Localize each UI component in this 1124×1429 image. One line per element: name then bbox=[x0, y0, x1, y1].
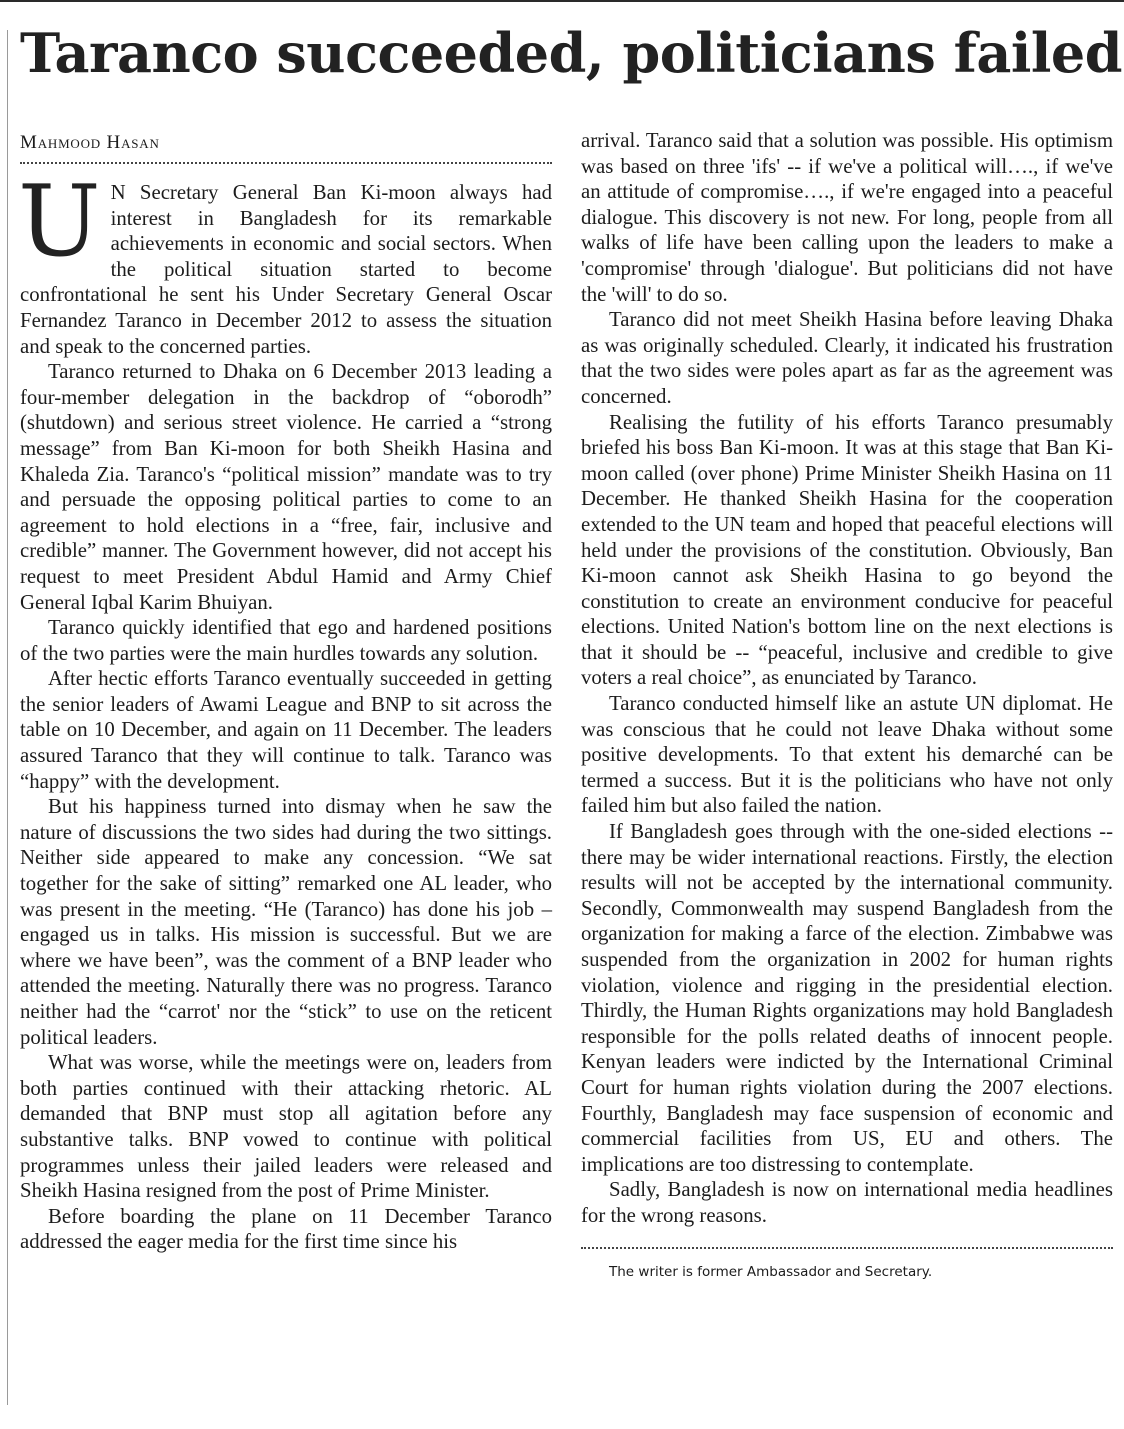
headline: Taranco succeeded, politicians failed bbox=[20, 21, 1122, 85]
paragraph-5: But his happiness turned into dismay when he saw the nature of discussions the two sides had during the two sittings. Neither side appeared to make any concession. “We sat together for the sake of sitting” remarked one AL leader, who was present in the meeting. “He (Taranco) has done his job – engaged us in talks. His mission is successful. But we are where we have been”, was the comment of a BNP leader who attended the meeting. Naturally there was no progress. Taranco neither had the “carrot' nor the “stick” to use on the reticent political leaders. bbox=[20, 795, 552, 1049]
top-rule bbox=[0, 0, 1124, 2]
paragraph-8: arrival. Taranco said that a solution was possible. His optimism was based on three 'ifs' -- if we've a political will…., if we've an attitude of compromise…., if we're engaged into a peaceful dialogue. This discovery is not new. For long, people from all walks of life have been calling upon the leaders to make a 'compromise' through 'dialogue'. But politicians did not have the 'will' to do so. bbox=[581, 129, 1113, 306]
paragraph-7: Before boarding the plane on 11 December Taranco addressed the eager media for the first time since his bbox=[20, 1204, 552, 1254]
paragraph-6: What was worse, while the meetings were on, leaders from both parties continued with their attacking rhetoric. AL demanded that BNP must stop all agitation before any substantive talks. BNP vowed to continue with political programmes unless their jailed leaders were released and Sheikh Hasina resigned from the post of Prime Minister. bbox=[20, 1051, 552, 1203]
paragraph-10: Realising the futility of his efforts Taranco presumably briefed his boss Ban Ki-moon. It was at this stage that Ban Ki-moon called (over phone) Prime Minister Sheikh Hasina on 11 December. He thanked Sheikh Hasina for the cooperation extended to the UN team and hoped that peaceful elections will held under the provisions of the constitution. Obviously, Ban Ki-moon cannot ask Sheikh Hasina to go beyond the constitution to create an environment conducive for peaceful elections. United Nation's bottom line on the next elections is that it should be -- “peaceful, inclusive and credible to give voters a real choice”, as enunciated by Taranco. bbox=[581, 410, 1113, 690]
paragraph-12: If Bangladesh goes through with the one-sided elections -- there may be wider international reactions. Firstly, the election results will not be accepted by the international community. Secondly, Commonwealth may suspend Bangladesh from the organization for making a farce of the election. Zimbabwe was suspended from the organization in 2002 for human rights violation, violence and rigging in the presidential election. Thirdly, the Human Rights organizations may hold Bangladesh responsible for the polls related deaths of innocent people. Kenyan leaders were indicted by the International Criminal Court for human rights violation during the 2007 elections. Fourthly, Bangladesh may face suspension of economic and commercial facilities from US, EU and others. The implications are too distressing to contemplate. bbox=[581, 820, 1113, 1176]
right-column bbox=[581, 128, 1113, 1281]
paragraph-11: Taranco conducted himself like an astute UN diplomat. He was conscious that he could not leave Dhaka without some positive developments. To that extent his demarché can be termed a success. But it is the politicians who have not only failed him but also failed the nation. bbox=[581, 692, 1113, 818]
left-column bbox=[20, 128, 552, 1255]
paragraph-1-text: N Secretary General Ban Ki-moon always had interest in Bangladesh for its remarkable achievements in economic and social sectors. When the political situation started to become confrontational he sent his Under Secretary General Oscar Fernandez Taranco in December 2012 to assess the situation and speak to the concerned parties. bbox=[20, 181, 552, 358]
drop-cap: U bbox=[18, 165, 101, 279]
paragraph-9: Taranco did not meet Sheikh Hasina before leaving Dhaka as was originally scheduled. Clearly, it indicated his frustration that the two sides were poles apart as far as the agreement was concerned. bbox=[581, 308, 1113, 408]
writer-footnote: The writer is former Ambassador and Secretary. bbox=[609, 1263, 933, 1280]
paragraph-2: Taranco returned to Dhaka on 6 December 2013 leading a four-member delegation in the backdrop of “oborodh” (shutdown) and serious street violence. He carried a “strong message” from Ban Ki-moon for both Sheikh Hasina and Khaleda Zia. Taranco's “political mission” mandate was to try and persuade the opposing political parties to come to an agreement to hold elections in a “free, fair, inclusive and credible” manner. The Government however, did not accept his request to meet President Abdul Hamid and Army Chief General Iqbal Karim Bhuiyan. bbox=[20, 360, 552, 614]
paragraph-3: Taranco quickly identified that ego and hardened positions of the two parties were the main hurdles towards any solution. bbox=[20, 616, 552, 665]
paragraph-1 bbox=[18, 165, 552, 359]
byline-dotted-rule bbox=[20, 162, 552, 164]
byline: Mahmood Hasan bbox=[20, 132, 160, 153]
paragraph-4: After hectic efforts Taranco eventually succeeded in getting the senior leaders of Awami League and BNP to sit across the table on 10 December, and again on 11 December. The leaders assured Taranco that they will continue to talk. Taranco was “happy” with the development. bbox=[20, 667, 552, 793]
footer-dotted-rule bbox=[581, 1247, 1113, 1249]
paragraph-13: Sadly, Bangladesh is now on international media headlines for the wrong reasons. bbox=[581, 1178, 1113, 1227]
left-column-rule bbox=[7, 30, 8, 1405]
